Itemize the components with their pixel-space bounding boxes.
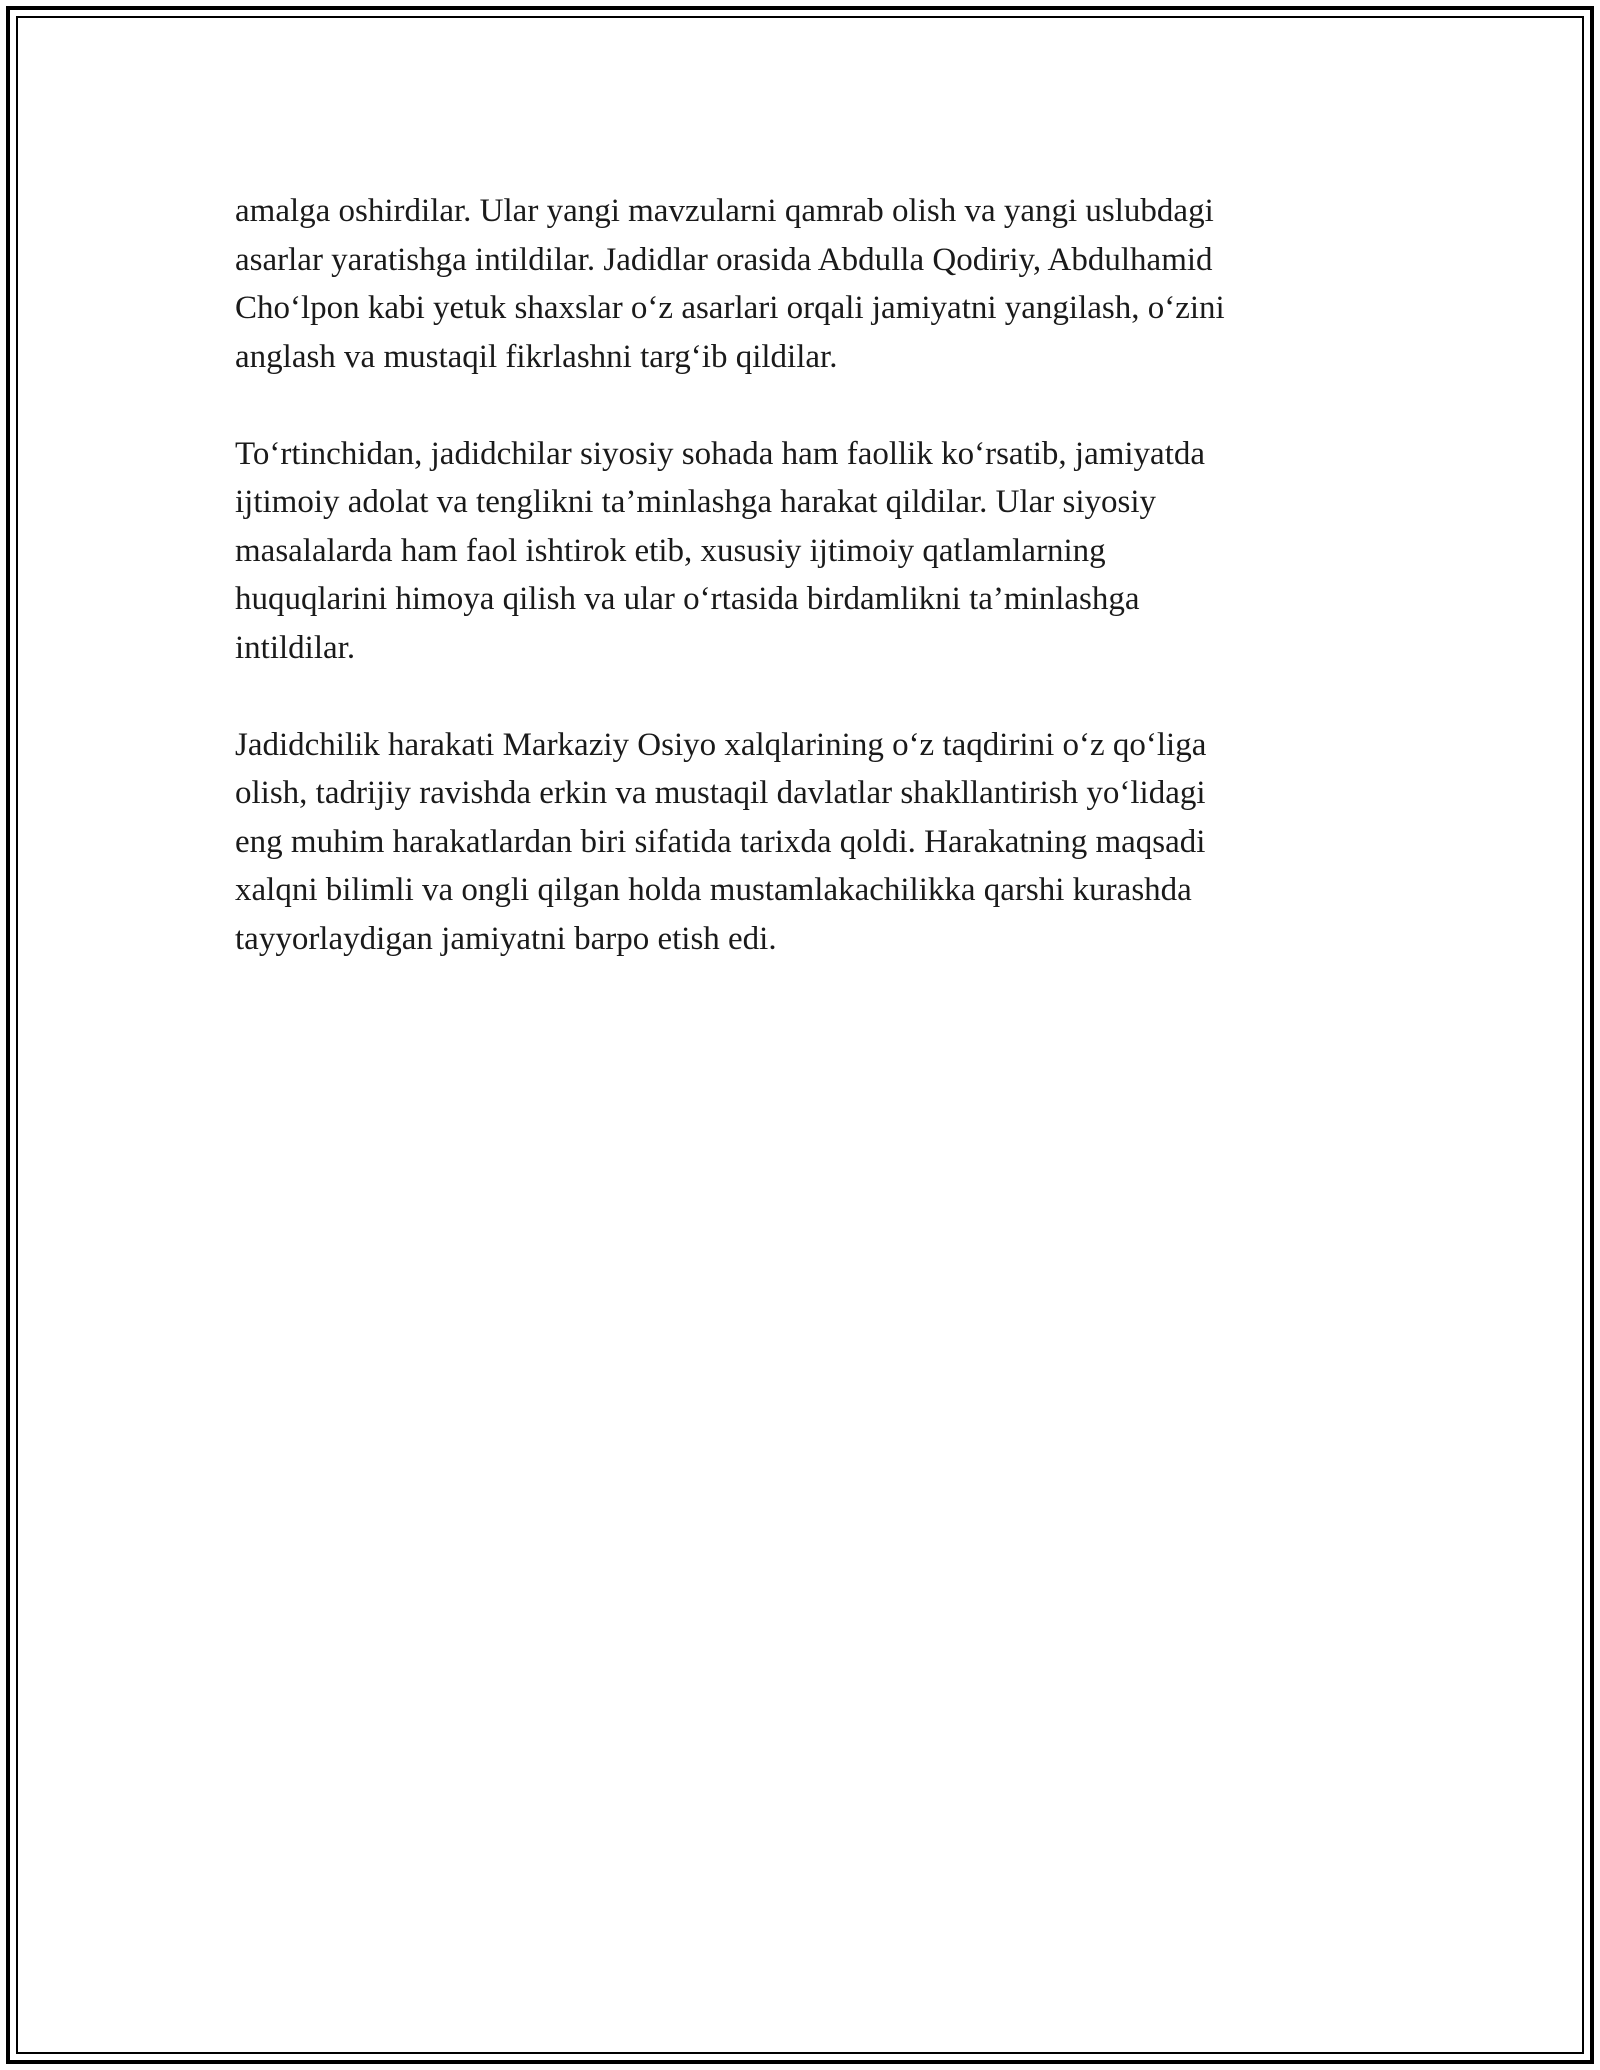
text-line: eng muhim harakatlardan biri sifatida tarixda qoldi. Harakatning maqsadi xyxy=(235,823,1206,860)
paragraph-1 xyxy=(235,187,1355,381)
text-line: masalalarda ham faol ishtirok etib, xususiy ijtimoiy qatlamlarning xyxy=(235,532,1106,569)
paragraph-3 xyxy=(235,721,1355,964)
text-line: Choʻlpon kabi yetuk shaxslar oʻz asarlari orqali jamiyatni yangilash, oʻzini xyxy=(235,290,1225,326)
text-line: ijtimoiy adolat va tenglikni ta’minlashga harakat qildilar. Ular siyosiy xyxy=(235,484,1157,520)
text-line: huquqlarini himoya qilish va ular oʻrtasida birdamlikni ta’minlashga xyxy=(235,581,1140,617)
text-line: anglash va mustaqil fikrlashni targʻib qildilar. xyxy=(235,338,838,375)
text-line: tayyorlaydigan jamiyatni barpo etish edi. xyxy=(235,920,777,957)
text-line: intildilar. xyxy=(235,629,356,666)
text-line: asarlar yaratishga intildilar. Jadidlar orasida Abdulla Qodiriy, Abdulhamid xyxy=(235,241,1213,278)
text-line: xalqni bilimli va ongli qilgan holda mustamlakachilikka qarshi kurashda xyxy=(235,872,1192,908)
text-line: amalga oshirdilar. Ular yangi mavzularni qamrab olish va yangi uslubdagi xyxy=(235,193,1214,229)
text-line: olish, tadrijiy ravishda erkin va mustaqil davlatlar shakllantirish yoʻlidagi xyxy=(235,775,1206,811)
text-line: Toʻrtinchidan, jadidchilar siyosiy sohada ham faollik koʻrsatib, jamiyatda xyxy=(235,435,1206,472)
text-line: Jadidchilik harakati Markaziy Osiyo xalqlarining oʻz taqdirini oʻz qoʻliga xyxy=(235,726,1207,763)
document-body xyxy=(235,187,1355,1012)
paragraph-2 xyxy=(235,430,1355,673)
